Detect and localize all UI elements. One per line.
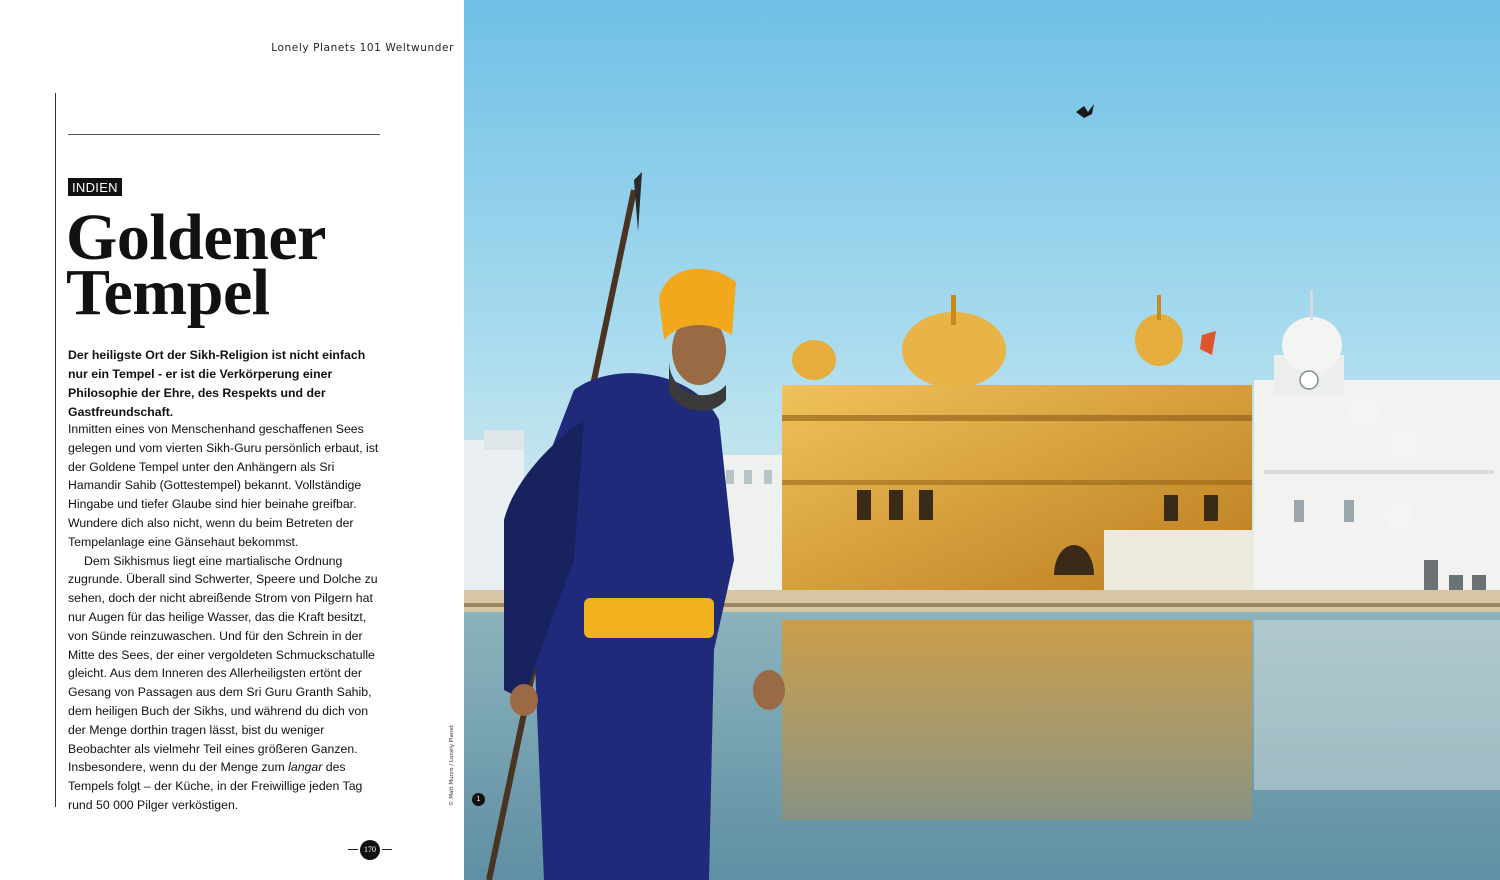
temple-reflection xyxy=(782,620,1252,820)
lead-paragraph: Der heiligste Ort der Sikh-Religion ist nicht einfach nur ein Tempel - er ist die Verkörperung einer Philosophie der Ehre, des Respekts und der Gastfreundschaft. xyxy=(68,348,366,419)
running-head: Lonely Planets 101 Weltwunder xyxy=(271,42,454,54)
photo-credit: © Matt Munro / Lonely Planet xyxy=(449,725,455,806)
left-page xyxy=(0,0,464,880)
title-line-2: Tempel xyxy=(66,256,270,329)
body-paragraph-2-start: Dem Sikhismus liegt eine martialische Ordnung zugrunde. Überall sind Schwerter, Speere und Dolche zu sehen, doch der nicht abreißende Strom von Pilgern hat nur Augen für das heilige Wasser, das die Kraft besitzt, von Sünde reinzuwaschen. Und für den Schrein in der Mitte des Sees, der einer vergoldeten Schmuckschatulle gleicht. Aus dem Inneren des Allerheiligsten ertönt der Gesang von Passagen aus dem Sri Guru Granth Sahib, dem heiligen Buch der Sikhs, und während du dich von der Menge dorthin tragen lässt, bist du weniger Beobachter als vielmehr Teil eines größeren Ganzen. Insbesondere, wenn du der Menge zum xyxy=(68,553,378,775)
body-paragraph-2-end: des Tempels folgt – der Küche, in der Freiwillige jeden Tag rund 50 000 Pilger verköstigen. xyxy=(68,760,363,812)
top-rule xyxy=(68,134,380,135)
body-paragraph-2 xyxy=(68,552,384,815)
page-number-badge: 170 xyxy=(360,840,380,860)
title-line-1: Goldener xyxy=(66,201,326,274)
margin-rule xyxy=(55,93,56,807)
body-paragraph-1: Inmitten eines von Menschenhand geschaffenen Sees gelegen und vom vierten Sikh-Guru persönlich erbaut, ist der Goldene Tempel unter den Anhängern als Sri Hamandir Sahib (Gottestempel) bekannt. Vollständige Hingabe und tiefer Glaube sind hier beinahe greifbar. Wundere dich also nicht, wenn du beim Betreten der Tempelanlage eine Gänsehaut bekommst. xyxy=(68,422,379,549)
body-paragraph-2-emphasis: langar xyxy=(288,760,323,775)
hero-photo-illustration xyxy=(464,0,1500,880)
photo-index-badge: 1 xyxy=(472,793,485,806)
page-number xyxy=(348,840,392,860)
region-tag: INDIEN xyxy=(68,178,122,196)
page-number-rule-left xyxy=(348,849,358,850)
sash xyxy=(584,598,714,638)
article-title xyxy=(66,201,426,329)
hero-photo xyxy=(464,0,1500,880)
body-text xyxy=(68,420,384,815)
page-number-rule-right xyxy=(382,849,392,850)
